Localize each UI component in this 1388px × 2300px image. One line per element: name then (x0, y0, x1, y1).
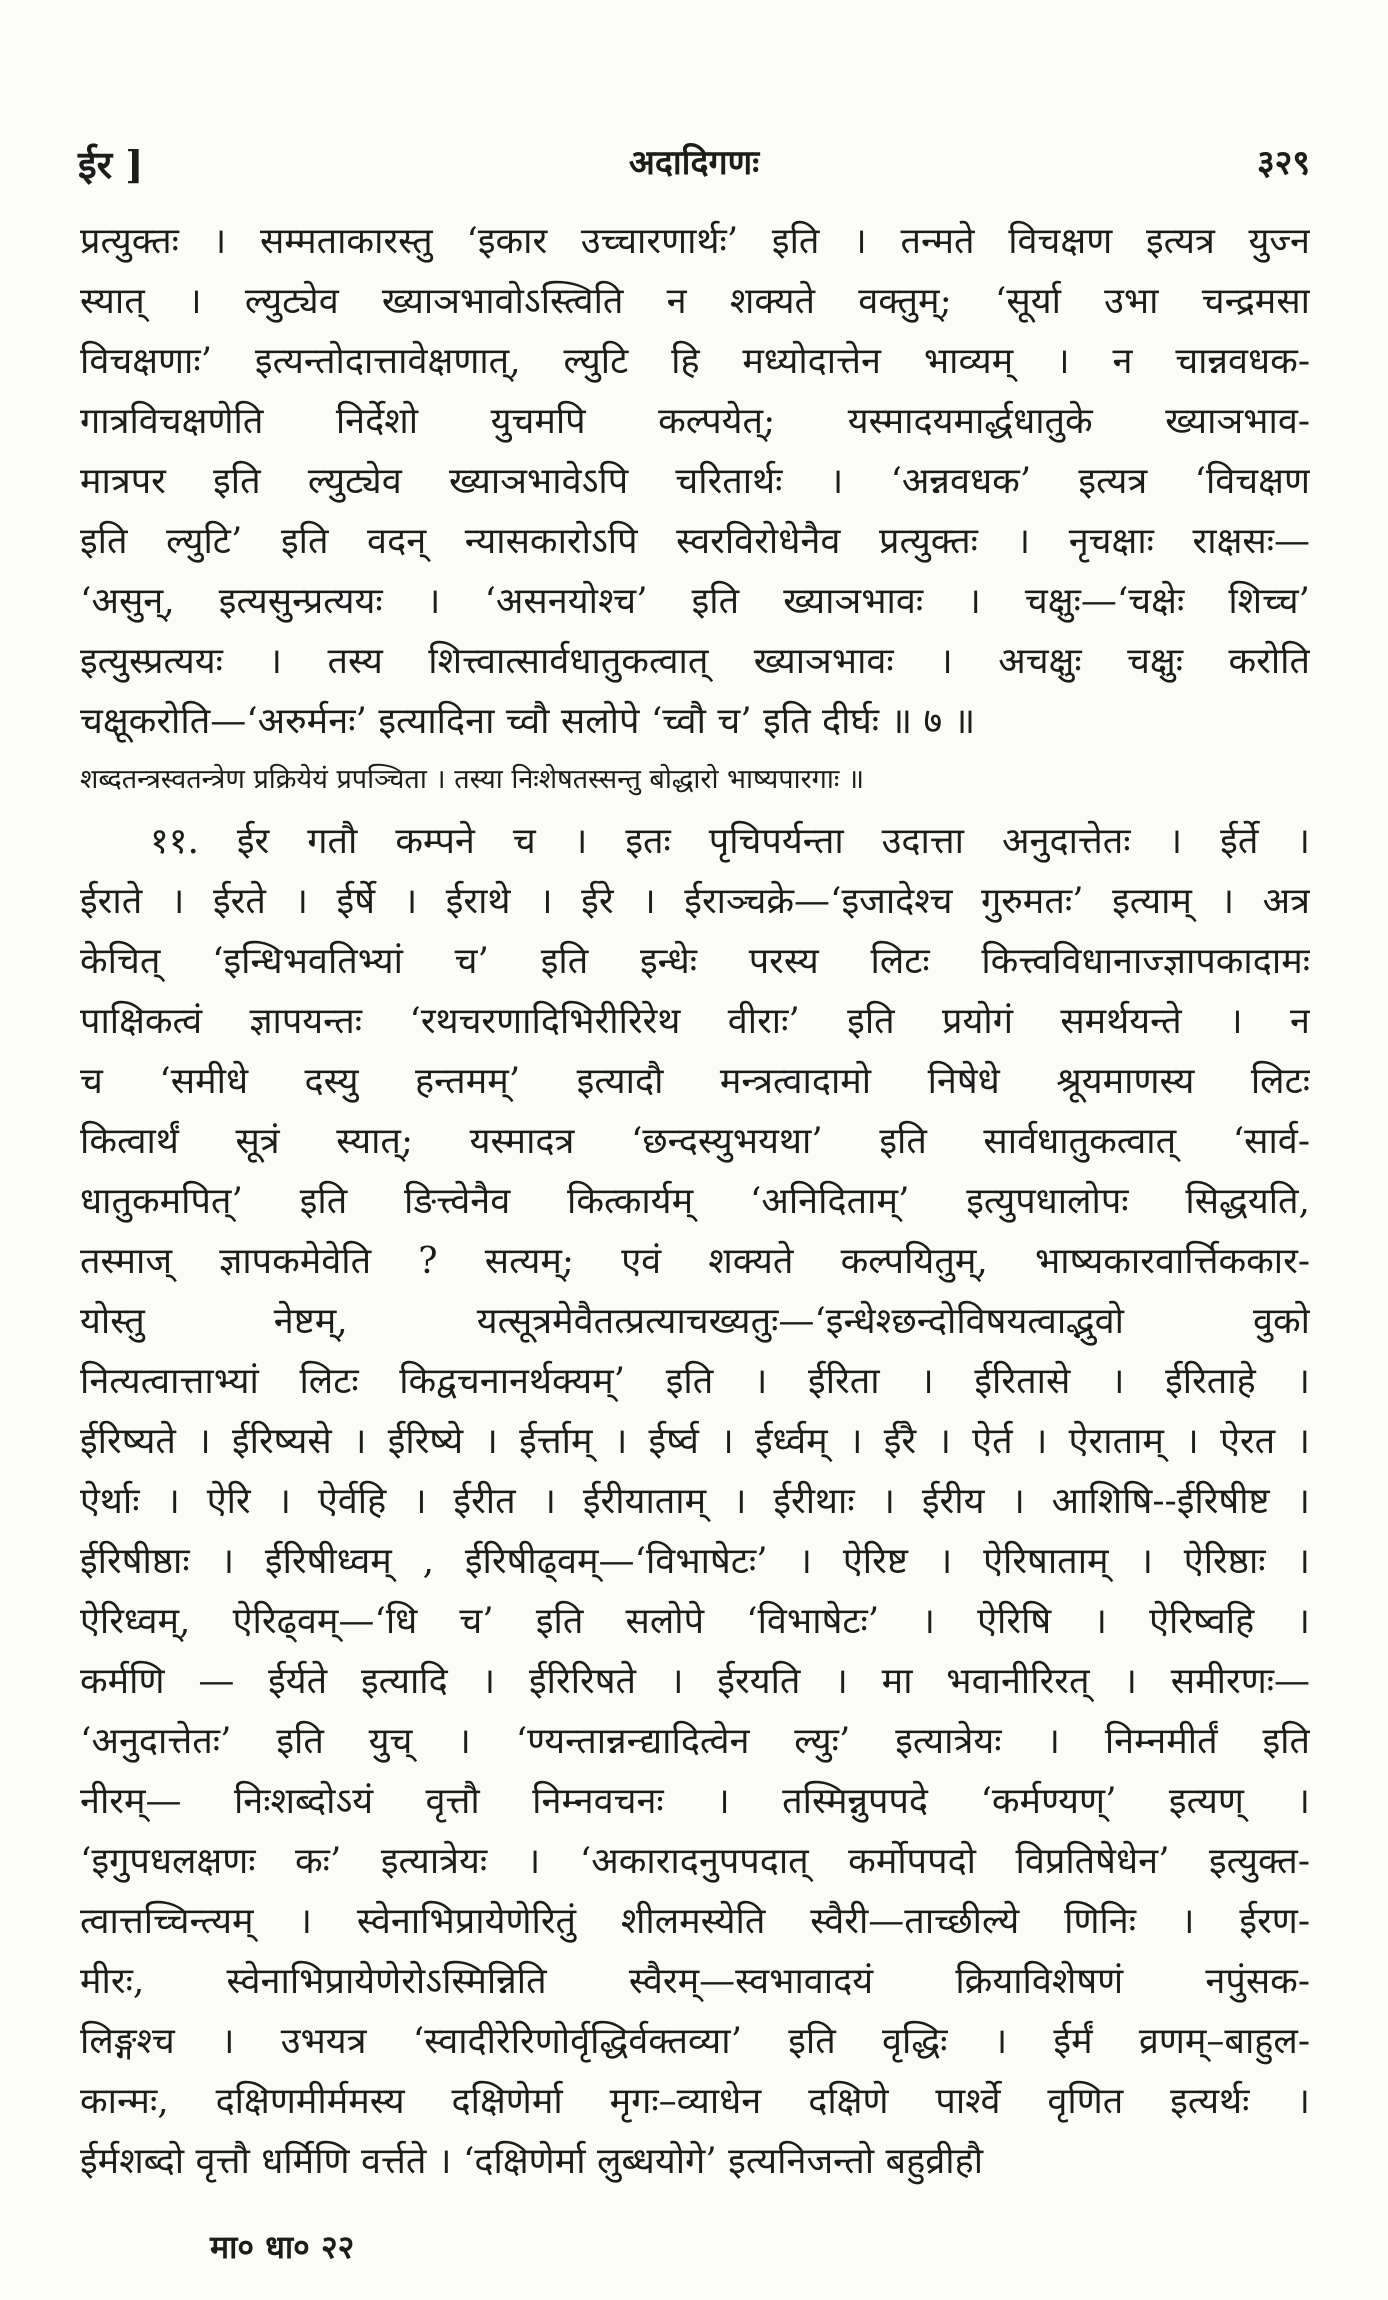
text-line: ‘असुन्, इत्यसुन्प्रत्ययः । ‘असनयोश्च’ इति ख्याञभावः । चक्षुः—‘चक्षेः शिच्च’ (80, 581, 1310, 622)
running-header (78, 138, 1310, 198)
text-line: पाक्षिकत्वं ज्ञापयन्तः ‘रथचरणादिभिरीरिरेथ वीराः’ इति प्रयोगं समर्थयन्ते । न (80, 1001, 1310, 1042)
page-number: ३२९ (1256, 143, 1310, 183)
signature-mark: मा० धा० २२ (210, 2228, 355, 2266)
summary-verse (80, 758, 1310, 802)
text-line: च ‘समीधे दस्यु हन्तमम्’ इत्यादौ मन्त्रत्वादामो निषेधे श्रूयमाणस्य लिटः (80, 1061, 1310, 1102)
text-line: कर्मणि — ईर्यते इत्यादि । ईरिरिषते । ईरयति । मा भवानीरिरत् । समीरणः— (80, 1661, 1310, 1702)
text-line: इत्युस्प्रत्ययः । तस्य शित्त्वात्सार्वधातुकत्वात् ख्याञभावः । अचक्षुः चक्षुः करोति (80, 641, 1310, 682)
text-line: योस्तु नेष्टम्, यत्सूत्रमेवैतत्प्रत्याचख्यतुः—‘इन्धेश्छन्दोविषयत्वाद्भुवो वुको (80, 1301, 1310, 1342)
text-line: ऐर्थाः । ऐरि । ऐर्वहि । ईरीत । ईरीयाताम् । ईरीथाः । ईरीय । आशिषि--ईरिषीष्ट । (80, 1481, 1310, 1522)
text-line: मीरः, स्वेनाभिप्रायेणेरोऽस्मिन्निति स्वैरम्—स्वभावादयं क्रियाविशेषणं नपुंसक- (80, 1961, 1310, 2002)
text-line: ईरिषीष्ठाः । ईरिषीध्वम् , ईरिषीढ्वम्—‘विभाषेटः’ । ऐरिष्ट । ऐरिषाताम् । ऐरिष्ठाः । (80, 1541, 1310, 1582)
text-line: लिङ्गश्च । उभयत्र ‘स्वादीरेरिणोर्वृद्धिर्वक्तव्या’ इति वृद्धिः । ईर्मं व्रणम्–बाहुल- (80, 2021, 1310, 2062)
text-line: गात्रविचक्षणेति निर्देशो युचमपि कल्पयेत्; यस्मादयमार्द्धधातुके ख्याञभाव- (80, 401, 1310, 442)
text-line: ईराते । ईरते । ईर्षे । ईराथे । ईरे । ईराञ्चक्रे—‘इजादेश्च गुरुमतः’ इत्याम् । अत्र (80, 881, 1310, 922)
text-line: ईरिष्यते । ईरिष्यसे । ईरिष्ये । ईर्त्ताम् । ईर्ष्व । ईर्ध्वम् । ईरै । ऐर्त । ऐराताम् । ऐरत । (80, 1421, 1310, 1462)
text-line: इति ल्युटि’ इति वदन् न्यासकारोऽपि स्वरविरोधेनैव प्रत्युक्तः । नृचक्षाः राक्षसः— (80, 521, 1310, 562)
text-line: ‘अनुदात्तेतः’ इति युच् । ‘ण्यन्तान्नन्द्यादित्वेन ल्युः’ इत्यात्रेयः । निम्नमीर्तं इति (80, 1721, 1310, 1762)
text-line: धातुकमपित्’ इति ङित्त्वेनैव कित्कार्यम् ‘अनिदिताम्’ इत्युपधालोपः सिद्धयति, (80, 1181, 1310, 1222)
text-line: केचित् ‘इन्धिभवतिभ्यां च’ इति इन्धेः परस्य लिटः कित्त्वविधानाज्ज्ञापकादामः (80, 941, 1310, 982)
text-line: कित्वार्थं सूत्रं स्यात्; यस्मादत्र ‘छन्दस्युभयथा’ इति सार्वधातुकत्वात् ‘सार्व- (80, 1121, 1310, 1162)
text-line: चक्षूकरोति—‘अरुर्मनः’ इत्यादिना च्वौ सलोपे ‘च्वौ च’ इति दीर्घः ॥ ७ ॥ (80, 701, 976, 742)
paragraph-root-eer (80, 812, 1310, 2192)
text-line: प्रत्युक्तः । सम्मताकारस्तु ‘इकार उच्चारणार्थः’ इति । तन्मते विचक्षण इत्यत्र युज्न (80, 221, 1310, 262)
text-line: नीरम्— निःशब्दोऽयं वृत्तौ निम्नवचनः । तस्मिन्नुपपदे ‘कर्मण्यण्’ इत्यण् । (80, 1781, 1310, 1822)
text-line: त्वात्तच्चिन्त्यम् । स्वेनाभिप्रायेणेरितुं शीलमस्येति स्वैरी—ताच्छील्ये णिनिः । ईरण- (80, 1901, 1310, 1942)
text-line: विचक्षणाः’ इत्यन्तोदात्तावेक्षणात्, ल्युटि हि मध्योदात्तेन भाव्यम् । न चान्नवधक- (80, 341, 1310, 382)
text-line: शब्दतन्त्रस्वतन्त्रेण प्रक्रियेयं प्रपञ्चिता । तस्या निःशेषतस्सन्तु बोद्धारो भाष्यपारगाः ॥ (80, 764, 865, 795)
text-line: स्यात् । ल्युट्येव ख्याञभावोऽस्त्विति न शक्यते वक्तुम्; ‘सूर्या उभा चन्द्रमसा (80, 281, 1310, 322)
header-section-marker: ईर ] (78, 142, 144, 187)
text-line: नित्यत्वात्ताभ्यां लिटः किद्वचनानर्थक्यम्’ इति । ईरिता । ईरितासे । ईरिताहे । (80, 1361, 1310, 1402)
header-chapter-title: अदादिगणः (628, 143, 760, 183)
text-line: ‘इगुपधलक्षणः कः’ इत्यात्रेयः । ‘अकारादनुपपदात् कर्मोपपदो विप्रतिषेधेन’ इत्युक्त- (80, 1841, 1310, 1882)
text-line: मात्रपर इति ल्युट्येव ख्याञभावेऽपि चरितार्थः । ‘अन्नवधक’ इत्यत्र ‘विचक्षण (80, 461, 1310, 502)
text-line: ईर्मशब्दो वृत्तौ धर्मिणि वर्त्तते । ‘दक्षिणेर्मा लुब्धयोगे’ इत्यनिजन्तो बहुव्रीहौ (80, 2141, 984, 2182)
text-line: कान्मः, दक्षिणमीर्ममस्य दक्षिणेर्मा मृगः–व्याधेन दक्षिणे पार्श्वे वृणित इत्यर्थः । (80, 2081, 1310, 2122)
text-line: ११. ईर गतौ कम्पने च । इतः पृचिपर्यन्ता उदात्ता अनुदात्तेतः । ईर्ते । (150, 821, 1310, 862)
paragraph-continued (80, 212, 1310, 752)
text-line: तस्माज् ज्ञापकमेवेति ? सत्यम्; एवं शक्यते कल्पयितुम्, भाष्यकारवार्त्तिककार- (80, 1241, 1310, 1282)
text-line: ऐरिध्वम्, ऐरिढ्वम्—‘धि च’ इति सलोपे ‘विभाषेटः’ । ऐरिषि । ऐरिष्वहि । (80, 1601, 1310, 1642)
